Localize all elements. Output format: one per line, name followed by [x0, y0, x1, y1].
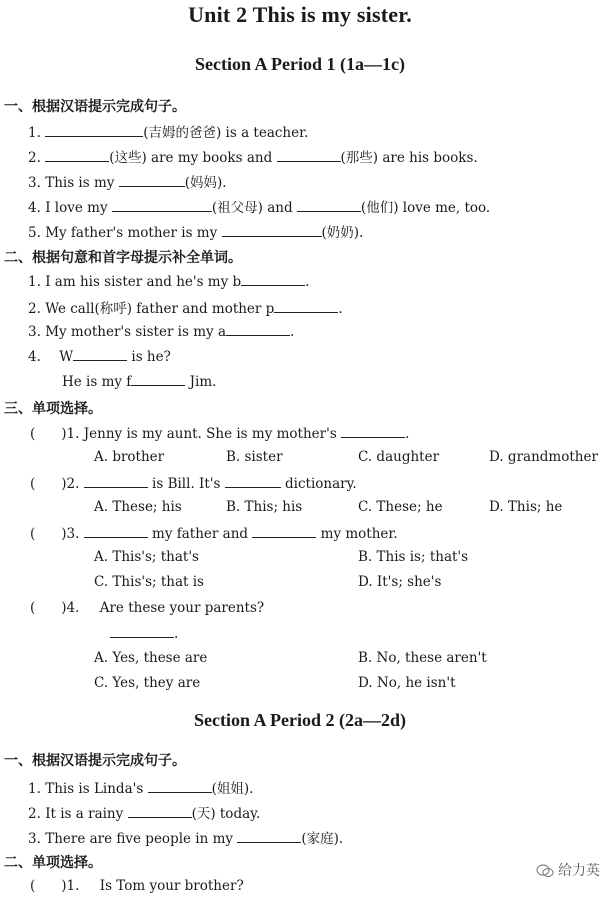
s2-item-2: 2. It is a rainy (天) today. — [28, 806, 261, 822]
p1-item-1: 1. (吉姆的爸爸) is a teacher. — [28, 125, 309, 141]
q4-option-a[interactable]: A. Yes, these are — [94, 650, 208, 666]
answer-blank[interactable] — [277, 148, 341, 162]
p2-item-3: 3. My mother's sister is my a . — [28, 324, 295, 340]
answer-blank[interactable] — [237, 829, 301, 843]
watermark: 给力英 — [536, 860, 600, 880]
p2-item-4-answer: He is my f Jim. — [62, 374, 217, 390]
answer-blank[interactable] — [84, 524, 148, 538]
s2-item-1: 1. This is Linda's (姐姐). — [28, 781, 254, 797]
p2-item-2: 2. We call(称呼) father and mother p . — [28, 301, 343, 317]
q1-option-a[interactable]: A. brother — [94, 449, 165, 465]
answer-bracket[interactable] — [35, 599, 61, 612]
answer-bracket[interactable] — [35, 425, 61, 438]
answer-blank[interactable] — [225, 474, 281, 488]
q3-option-b[interactable]: B. This is; that's — [358, 549, 469, 565]
p1-item-2: 2. (这些) are my books and (那些) are his books. — [28, 150, 478, 166]
answer-bracket[interactable] — [35, 877, 61, 890]
answer-blank[interactable] — [341, 424, 405, 438]
answer-blank[interactable] — [128, 804, 192, 818]
answer-blank[interactable] — [112, 198, 212, 212]
wechat-icon — [536, 864, 554, 878]
q2-option-b[interactable]: B. This; his — [226, 499, 303, 515]
answer-blank[interactable] — [274, 299, 338, 313]
part2-heading: 二、根据句意和首字母提示补全单词。 — [4, 250, 242, 266]
p2-item-1: 1. I am his sister and he's my b . — [28, 274, 310, 290]
q4-option-c[interactable]: C. Yes, they are — [94, 675, 201, 691]
answer-blank[interactable] — [45, 123, 143, 137]
s2-mc-question-1: ( )1. Is Tom your brother? — [30, 878, 244, 894]
answer-blank[interactable] — [84, 474, 148, 488]
s2-part2-heading: 二、单项选择。 — [4, 855, 102, 871]
answer-blank[interactable] — [252, 524, 316, 538]
part3-heading: 三、单项选择。 — [4, 401, 102, 417]
answer-blank[interactable] — [73, 347, 127, 361]
section-title-period-2: Section A Period 2 (2a—2d) — [194, 710, 406, 730]
answer-blank[interactable] — [226, 322, 290, 336]
s2-item-3: 3. There are five people in my (家庭). — [28, 831, 344, 847]
q3-option-d[interactable]: D. It's; she's — [358, 574, 442, 590]
answer-blank[interactable] — [45, 148, 109, 162]
q3-option-a[interactable]: A. This's; that's — [94, 549, 199, 565]
q1-option-b[interactable]: B. sister — [226, 449, 283, 465]
q4-answer-line: . — [110, 624, 178, 642]
section-title-period-1: Section A Period 1 (1a—1c) — [195, 54, 405, 74]
q4-option-b[interactable]: B. No, these aren't — [358, 650, 487, 666]
q1-option-d[interactable]: D. grandmother — [489, 449, 598, 465]
answer-blank[interactable] — [297, 198, 361, 212]
q2-option-d[interactable]: D. This; he — [489, 499, 563, 515]
part1-heading: 一、根据汉语提示完成句子。 — [4, 99, 186, 115]
p1-item-4: 4. I love my (祖父母) and (他们) love me, too. — [28, 200, 491, 216]
answer-blank[interactable] — [148, 779, 212, 793]
mc-question-4: ( )4. Are these your parents? — [30, 600, 265, 616]
answer-blank[interactable] — [119, 173, 185, 187]
answer-blank[interactable] — [241, 272, 305, 286]
answer-bracket[interactable] — [35, 475, 61, 488]
answer-blank[interactable] — [222, 223, 322, 237]
q4-option-d[interactable]: D. No, he isn't — [358, 675, 456, 691]
answer-blank[interactable] — [131, 372, 185, 386]
q1-option-c[interactable]: C. daughter — [358, 449, 440, 465]
p2-item-4: 4. W is he? — [28, 349, 171, 365]
unit-title: Unit 2 This is my sister. — [188, 2, 412, 27]
answer-bracket[interactable] — [35, 525, 61, 538]
q2-option-a[interactable]: A. These; his — [94, 499, 182, 515]
answer-blank[interactable] — [110, 624, 174, 638]
p1-item-3: 3. This is my (妈妈). — [28, 175, 227, 191]
p1-item-5: 5. My father's mother is my (奶奶). — [28, 225, 364, 241]
q3-option-c[interactable]: C. This's; that is — [94, 574, 204, 590]
mc-question-2: ( )2. is Bill. It's dictionary. — [30, 476, 357, 492]
mc-question-3: ( )3. my father and my mother. — [30, 526, 398, 542]
mc-question-1: ( )1. Jenny is my aunt. She is my mother's . — [30, 426, 410, 442]
s2-part1-heading: 一、根据汉语提示完成句子。 — [4, 753, 186, 769]
q2-option-c[interactable]: C. These; he — [358, 499, 443, 515]
